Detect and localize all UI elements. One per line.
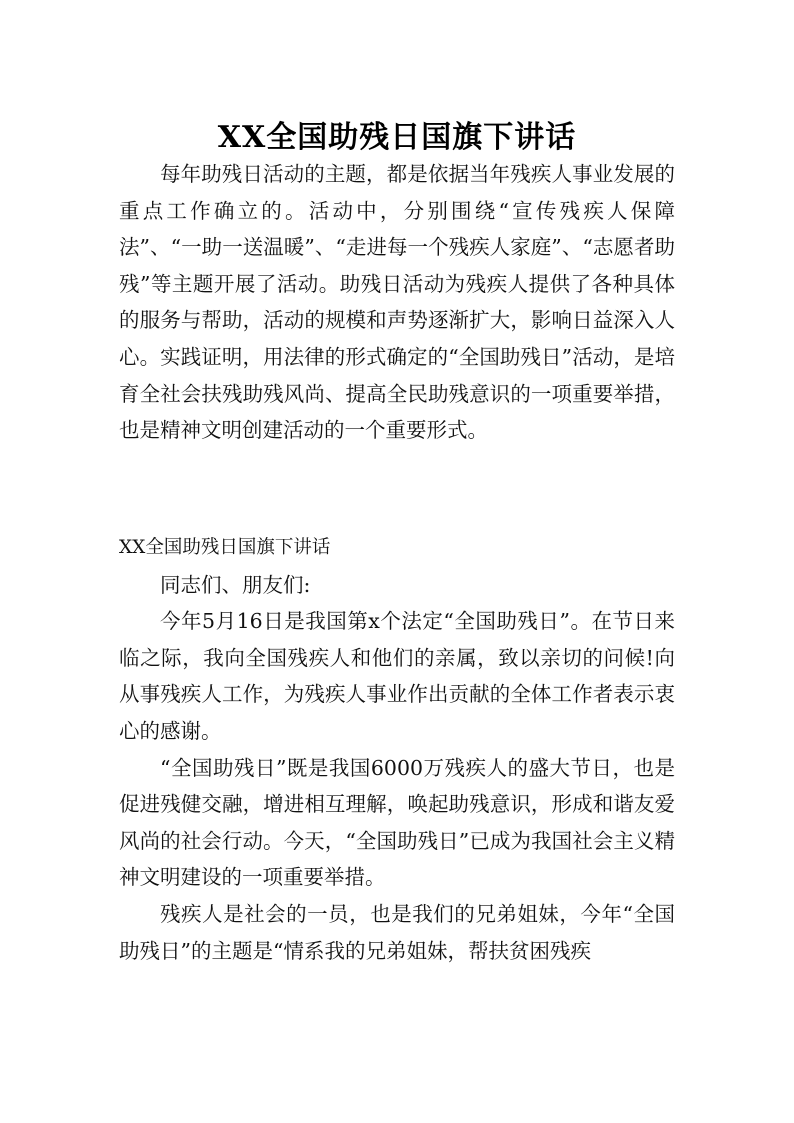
speech-section (119, 530, 675, 969)
speech-paragraph: 残疾人是社会的一员，也是我们的兄弟姐妹，今年“全国助残日”的主题是“情系我的兄弟姐妹，帮扶贫困残疾 (119, 901, 675, 963)
document-title: XX全国助残日国旗下讲话 (217, 120, 577, 156)
intro-paragraph: 每年助残日活动的主题，都是依据当年残疾人事业发展的重点工作确立的。活动中，分别围绕“宣传残疾人保障法”、“一助一送温暖”、“走进每一个残疾人家庭”、“志愿者助残”等主题开展了活动。助残日活动为残疾人提供了各种具体的服务与帮助，活动的规模和声势逐渐扩大，影响日益深入人心。实践证明，用法律的形式确定的“全国助残日”活动，是培育全社会扶残助残风尚、提高全民助残意识的一项重要举措，也是精神文明创建活动的一个重要形式。 (119, 162, 675, 443)
speech-salutation: 同志们、朋友们: (160, 572, 311, 597)
intro-section (119, 156, 675, 449)
speech-paragraph: “全国助残日”既是我国6000万残疾人的盛大节日，也是促进残健交融，增进相互理解，唤起助残意识，形成和谐友爱风尚的社会行动。今天，“全国助残日”已成为我国社会主义精神文明建设的一项重要举措。 (119, 755, 675, 890)
speech-paragraph: 今年5月16日是我国第x个法定“全国助残日”。在节日来临之际，我向全国残疾人和他们的亲属，致以亲切的问候!向从事残疾人工作，为残疾人事业作出贡献的全体工作者表示衷心的感谢。 (119, 609, 675, 743)
speech-subtitle: XX全国助残日国旗下讲话 (119, 537, 331, 558)
